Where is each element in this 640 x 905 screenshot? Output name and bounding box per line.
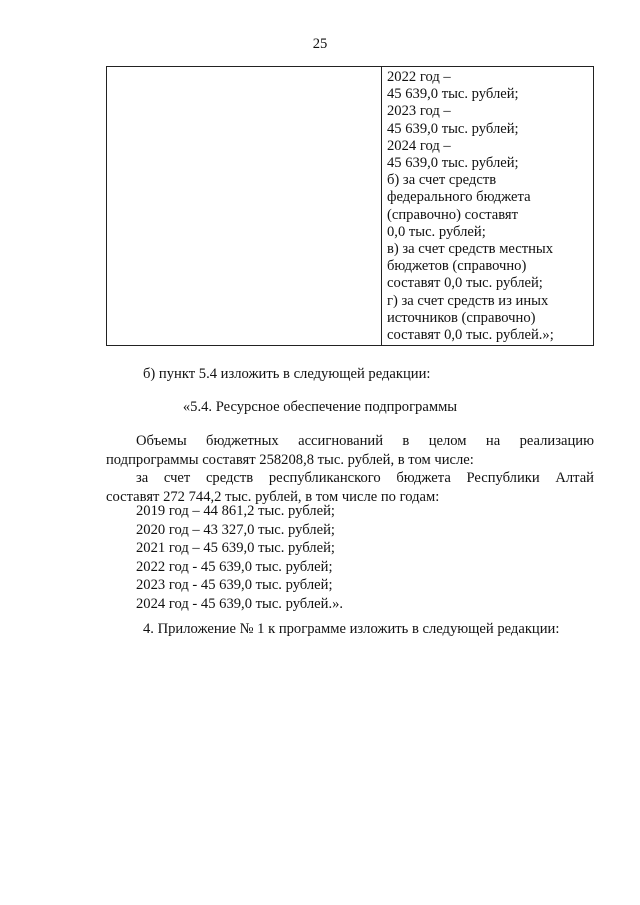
page-number: 25 bbox=[312, 36, 328, 52]
table-line: 2024 год – bbox=[387, 137, 451, 154]
section-heading: «5.4. Ресурсное обеспечение подпрограммы bbox=[182, 399, 458, 415]
table-line: (справочно) составят bbox=[387, 206, 519, 223]
year-row: 2021 год – 45 639,0 тыс. рублей; bbox=[136, 540, 335, 556]
table-line: б) за счет средств bbox=[387, 172, 497, 189]
years-list bbox=[136, 502, 596, 613]
republic-line-1: за счет средств республиканского бюджета Республики Алтай bbox=[136, 470, 594, 486]
table-line: г) за счет средств из иных bbox=[387, 292, 549, 309]
year-row: 2020 год – 43 327,0 тыс. рублей; bbox=[136, 521, 335, 538]
table-line: составят 0,0 тыс. рублей; bbox=[387, 275, 543, 292]
year-row: 2019 год – 44 861,2 тыс. рублей; bbox=[136, 503, 335, 519]
punkt-paragraph: б) пункт 5.4 изложить в следующей редакции: bbox=[143, 366, 431, 382]
table-line: в) за счет средств местных bbox=[387, 241, 554, 258]
table-line: федерального бюджета bbox=[387, 189, 531, 206]
table-line: 45 639,0 тыс. рублей; bbox=[387, 86, 519, 103]
volume-line-1: Объемы бюджетных ассигнований в целом на реализацию bbox=[136, 433, 594, 449]
table-line: 2023 год – bbox=[387, 103, 451, 120]
table-line: бюджетов (справочно) bbox=[387, 258, 527, 275]
table-line: источников (справочно) bbox=[387, 309, 536, 326]
table-line: 45 639,0 тыс. рублей; bbox=[387, 120, 519, 137]
year-row: 2024 год - 45 639,0 тыс. рублей.». bbox=[136, 595, 344, 612]
table-line: 45 639,0 тыс. рублей; bbox=[387, 155, 519, 172]
table-left-cell bbox=[107, 67, 382, 345]
table-line: 0,0 тыс. рублей; bbox=[387, 223, 486, 240]
table-line: составят 0,0 тыс. рублей.»; bbox=[387, 327, 554, 344]
table-right-cell bbox=[382, 67, 593, 345]
budget-table bbox=[106, 66, 594, 346]
volume-line-2: подпрограммы составят 258208,8 тыс. рублей, в том числе: bbox=[106, 451, 474, 468]
year-row: 2023 год - 45 639,0 тыс. рублей; bbox=[136, 577, 333, 593]
republic-line-2: составят 272 744,2 тыс. рублей, в том числе по годам: bbox=[106, 488, 440, 505]
volume-paragraph bbox=[106, 432, 594, 506]
table-line: 2022 год – bbox=[387, 69, 451, 85]
appendix-paragraph: 4. Приложение № 1 к программе изложить в следующей редакции: bbox=[143, 621, 560, 637]
year-row: 2022 год - 45 639,0 тыс. рублей; bbox=[136, 558, 333, 575]
